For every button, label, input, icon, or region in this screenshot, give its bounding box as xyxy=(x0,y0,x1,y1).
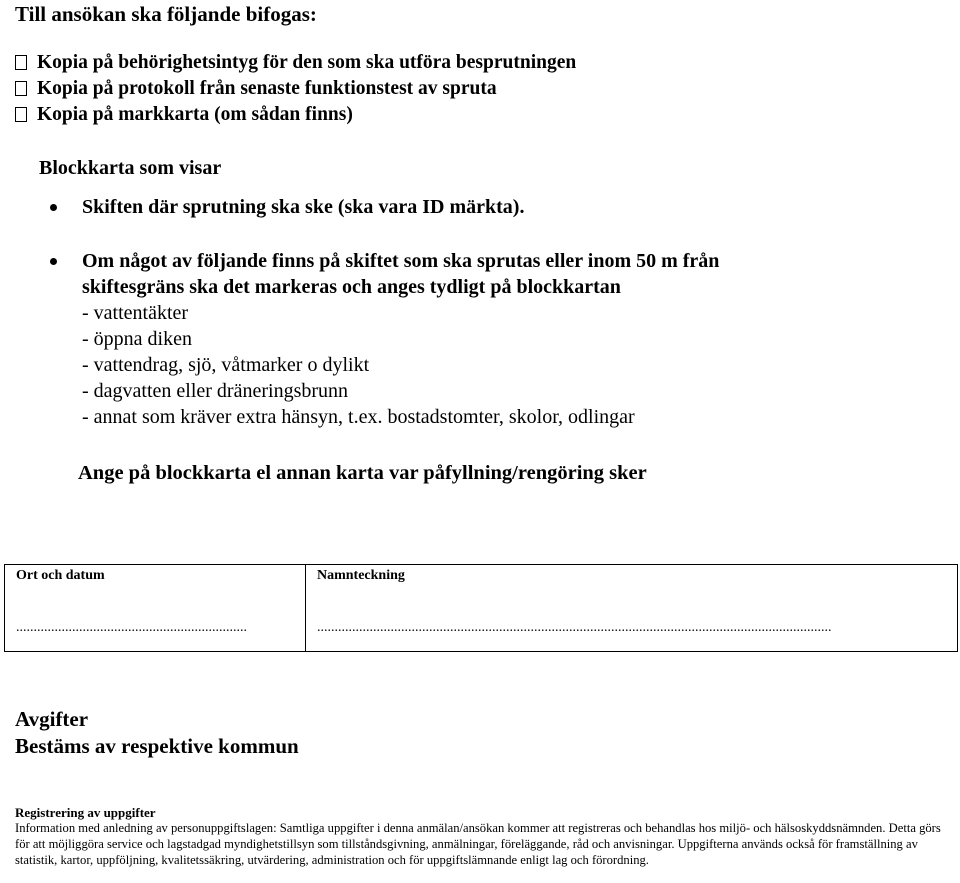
hansyn-intro-line2: skiftesgräns ska det markeras och anges tydligt på blockkartan xyxy=(82,276,621,298)
blockkarta-title: Blockkarta som visar xyxy=(39,157,222,179)
checklist-item-behorighetsintyg[interactable] xyxy=(15,50,576,76)
ange-pafyllning-note: Ange på blockkarta el annan karta var påfyllning/rengöring sker xyxy=(78,462,647,484)
namnteckning-field[interactable]: ................................................................................................................................................... xyxy=(317,620,832,635)
signature-table xyxy=(4,564,958,652)
blockkarta-bullet-hansyn xyxy=(82,248,719,430)
registrering-title: Registrering av uppgifter xyxy=(15,805,156,820)
bullet-icon xyxy=(50,258,57,265)
checklist-item-markkarta[interactable] xyxy=(15,102,353,128)
avgifter-subtitle: Bestäms av respektive kommun xyxy=(15,734,299,758)
bullet-icon xyxy=(50,204,57,211)
ort-datum-label: Ort och datum xyxy=(16,568,105,583)
hansyn-intro-line1: Om något av följande finns på skiftet som ska sprutas eller inom 50 m från xyxy=(82,250,720,272)
checkbox-icon[interactable] xyxy=(15,107,27,122)
checkbox-icon[interactable] xyxy=(15,55,27,70)
registrering-text: Information med anledning av personuppgiftslagen: Samtliga uppgifter i denna anmälan/ansökan kommer att registreras och behandlas hos miljö- och hälsoskyddsnämnden. Detta görs för att möjliggöra service och lagstadgad myndighetstillsyn som tillståndsgivning, anmälningar, föreläggande, råd och anvisningar. Uppgifterna används också för framställning av statistik, kartor, uppföljning, kvalitetssäkring, utvärdering, administration och för uppgiftslämnande enligt lag och förordning. xyxy=(15,821,941,867)
checklist-label: Kopia på protokoll från senaste funktionstest av spruta xyxy=(37,78,497,99)
avgifter-title: Avgifter xyxy=(15,707,89,731)
checklist-label: Kopia på markkarta (om sådan finns) xyxy=(37,104,353,125)
checkbox-icon[interactable] xyxy=(15,81,27,96)
hansyn-item: - öppna diken xyxy=(82,328,192,350)
checklist-item-funktionstest[interactable] xyxy=(15,76,497,102)
blockkarta-bullet-skiften: Skiften där sprutning ska ske (ska vara ID märkta). xyxy=(82,196,525,218)
checklist-label: Kopia på behörighetsintyg för den som ska utföra besprutningen xyxy=(37,52,577,73)
page-heading: Till ansökan ska följande bifogas: xyxy=(15,2,317,26)
signature-divider xyxy=(305,565,306,651)
hansyn-item: - vattendrag, sjö, våtmarker o dylikt xyxy=(82,354,370,376)
hansyn-item: - vattentäkter xyxy=(82,302,189,324)
ort-datum-field[interactable]: .................................................................. xyxy=(16,620,247,635)
namnteckning-label: Namnteckning xyxy=(317,568,405,583)
hansyn-item: - annat som kräver extra hänsyn, t.ex. bostadstomter, skolor, odlingar xyxy=(82,406,635,428)
hansyn-item: - dagvatten eller dräneringsbrunn xyxy=(82,380,349,402)
